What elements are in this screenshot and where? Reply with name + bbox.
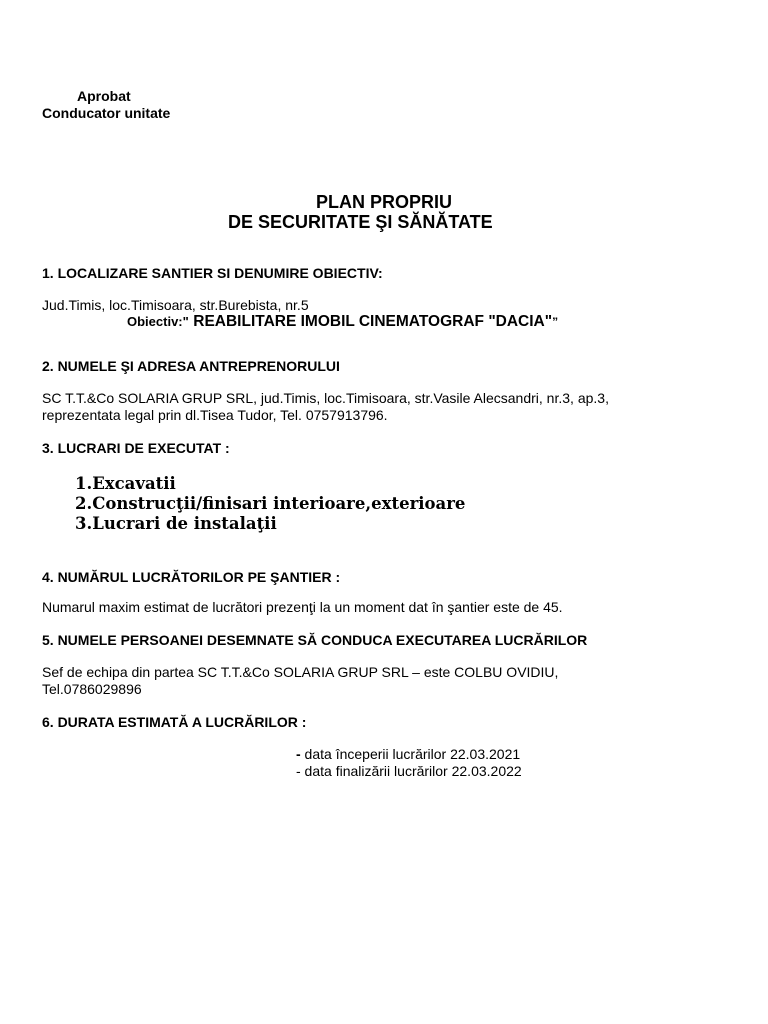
objective-end-quote: ” — [552, 315, 559, 329]
section6-start-date — [296, 746, 520, 763]
section4-heading: 4. NUMĂRUL LUCRĂTORILOR PE ŞANTIER : — [42, 569, 341, 585]
section5-line2: Tel.0786029896 — [42, 681, 142, 697]
objective-value: REABILITARE IMOBIL CINEMATOGRAF "DACIA" — [193, 313, 553, 330]
section2-heading: 2. NUMELE ŞI ADRESA ANTREPRENORULUI — [42, 358, 340, 374]
start-dash: - — [296, 746, 301, 762]
work-item: 3.Lucrari de instalaţii — [75, 514, 277, 533]
section3-heading: 3. LUCRARI DE EXECUTAT : — [42, 440, 230, 456]
document-title-line2: DE SECURITATE ŞI SĂNĂTATE — [228, 212, 493, 232]
section6-heading: 6. DURATA ESTIMATĂ A LUCRĂRILOR : — [42, 714, 307, 730]
section2-line1: SC T.T.&Co SOLARIA GRUP SRL, jud.Timis, loc.Timisoara, str.Vasile Alecsandri, nr.3, ap.3, — [42, 390, 609, 406]
section5-heading: 5. NUMELE PERSOANEI DESEMNATE SĂ CONDUCA EXECUTAREA LUCRĂRILOR — [42, 632, 588, 648]
section1-objective — [127, 313, 558, 331]
approval-role: Conducator unitate — [42, 105, 171, 121]
section4-text: Numarul maxim estimat de lucrători prezenţi la un moment dat în şantier este de 45. — [42, 599, 563, 615]
section6-end-date: - data finalizării lucrărilor 22.03.2022 — [296, 763, 522, 779]
approval-label: Aprobat — [77, 88, 131, 104]
section5-line1: Sef de echipa din partea SC T.T.&Co SOLARIA GRUP SRL – este COLBU OVIDIU, — [42, 664, 559, 680]
section1-heading: 1. LOCALIZARE SANTIER SI DENUMIRE OBIECTIV: — [42, 265, 383, 281]
section1-address: Jud.Timis, loc.Timisoara, str.Burebista, nr.5 — [42, 297, 309, 313]
work-item: 2.Construcţii/finisari interioare,exterioare — [75, 494, 466, 513]
section2-line2: reprezentata legal prin dl.Tisea Tudor, Tel. 0757913796. — [42, 407, 388, 423]
objective-label: Obiectiv:" — [127, 314, 189, 329]
document-title-line1: PLAN PROPRIU — [315, 192, 452, 212]
start-date-text: data începerii lucrărilor 22.03.2021 — [300, 746, 521, 762]
work-item: 1.Excavatii — [75, 474, 176, 493]
